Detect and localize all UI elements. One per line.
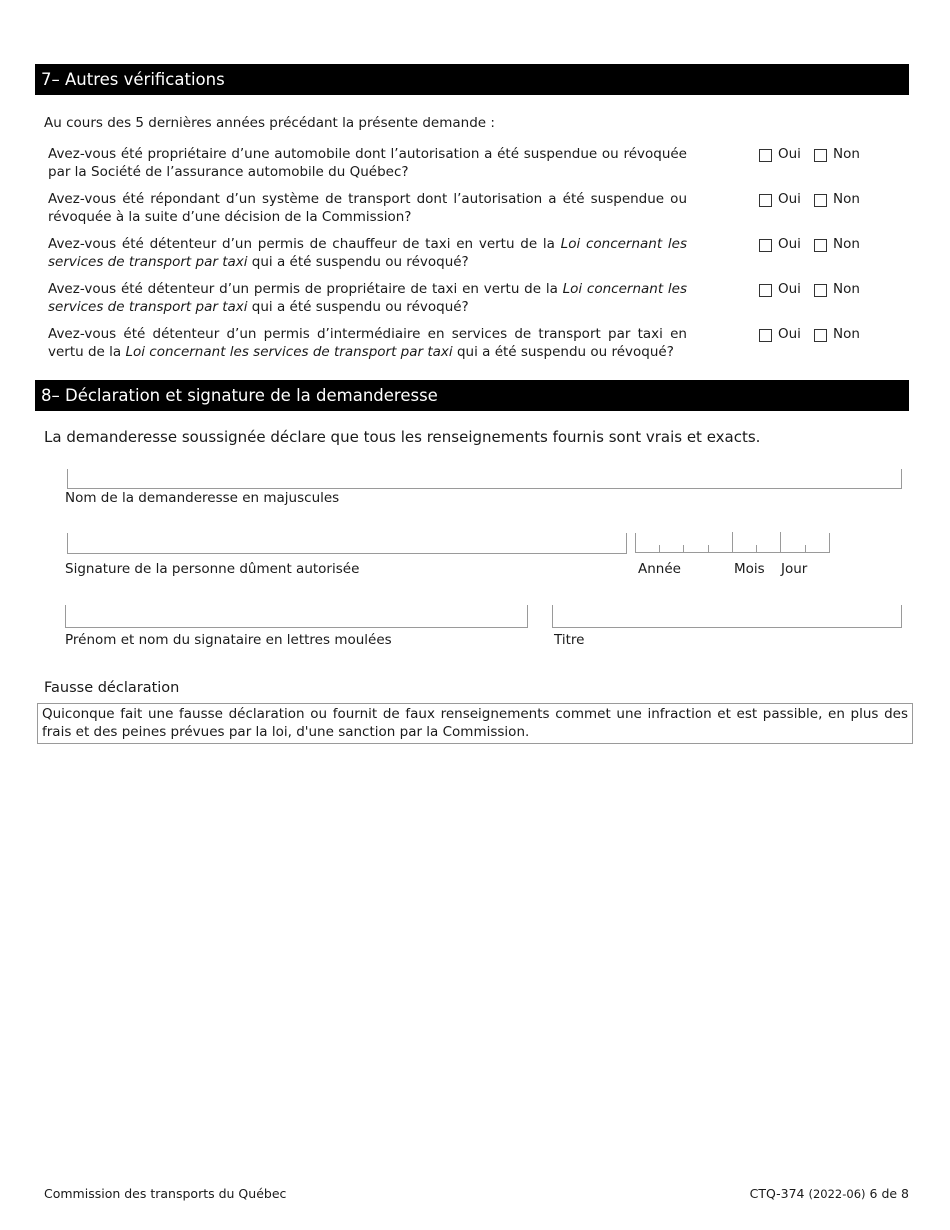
oui-checkbox[interactable]: Oui [759, 191, 801, 207]
oui-checkbox[interactable]: Oui [759, 281, 801, 297]
false-declaration-title: Fausse déclaration [44, 680, 180, 696]
signature-field[interactable] [67, 533, 627, 554]
year-label: Année [638, 561, 681, 577]
non-checkbox[interactable]: Non [814, 146, 860, 162]
day-label: Jour [781, 561, 808, 577]
non-checkbox[interactable]: Non [814, 281, 860, 297]
date-tick [683, 545, 684, 552]
question-text: Avez-vous été répondant d’un système de transport dont l’autorisation a été suspendue ou révoquée à la suite d’une décision de la Commission? [48, 191, 687, 225]
date-tick [756, 545, 757, 552]
applicant-name-field[interactable] [67, 469, 902, 489]
question-row [48, 326, 908, 366]
checkbox-box[interactable] [814, 329, 827, 342]
signatory-name-label: Prénom et nom du signataire en lettres moulées [65, 632, 392, 648]
non-checkbox[interactable]: Non [814, 326, 860, 342]
checkbox-box[interactable] [759, 329, 772, 342]
question-text: Avez-vous été détenteur d’un permis de propriétaire de taxi en vertu de la Loi concernant les services de transport par taxi qui a été suspendu ou révoqué? [48, 281, 687, 315]
checkbox-box[interactable] [759, 194, 772, 207]
signature-label: Signature de la personne dûment autorisée [65, 561, 360, 577]
checkbox-box[interactable] [759, 239, 772, 252]
page-number: 6 de 8 [869, 1186, 909, 1201]
question-row [48, 281, 908, 321]
form-version: (2022-06) [808, 1187, 866, 1201]
footer-organization: Commission des transports du Québec [44, 1186, 287, 1201]
date-tick [659, 545, 660, 552]
question-text: Avez-vous été détenteur d’un permis d’intermédiaire en services de transport par taxi en vertu de la Loi concernant les services de transport par taxi qui a été suspendu ou révoqué? [48, 326, 687, 360]
section-8-header: 8– Déclaration et signature de la demanderesse [35, 380, 909, 411]
date-tick [708, 545, 709, 552]
date-divider [780, 532, 781, 552]
non-checkbox[interactable]: Non [814, 236, 860, 252]
oui-checkbox[interactable]: Oui [759, 236, 801, 252]
footer-form-info [750, 1186, 909, 1201]
question-text: Avez-vous été propriétaire d’une automobile dont l’autorisation a été suspendue ou révoquée par la Société de l’assurance automobile du Québec? [48, 146, 687, 180]
section-7-intro: Au cours des 5 dernières années précédant la présente demande : [44, 115, 495, 131]
title-label: Titre [554, 632, 585, 648]
question-row [48, 146, 908, 186]
checkbox-box[interactable] [814, 239, 827, 252]
checkbox-box[interactable] [759, 149, 772, 162]
checkbox-box[interactable] [814, 149, 827, 162]
section-7-header: 7– Autres vérifications [35, 64, 909, 95]
non-checkbox[interactable]: Non [814, 191, 860, 207]
applicant-name-label: Nom de la demanderesse en majuscules [65, 490, 340, 506]
date-divider [732, 532, 733, 552]
month-label: Mois [734, 561, 765, 577]
title-field[interactable] [552, 605, 902, 628]
checkbox-box[interactable] [814, 284, 827, 297]
signatory-name-field[interactable] [65, 605, 528, 628]
form-code: CTQ-374 [749, 1186, 805, 1201]
date-tick [805, 545, 806, 552]
date-field[interactable] [635, 533, 830, 553]
checkbox-box[interactable] [759, 284, 772, 297]
question-row [48, 236, 908, 276]
oui-checkbox[interactable]: Oui [759, 146, 801, 162]
question-row [48, 191, 908, 231]
checkbox-box[interactable] [814, 194, 827, 207]
oui-checkbox[interactable]: Oui [759, 326, 801, 342]
false-declaration-notice: Quiconque fait une fausse déclaration ou fournit de faux renseignements commet une infraction et est passible, en plus des frais et des peines prévues par la loi, d'une sanction par la Commission. [37, 703, 913, 744]
question-text: Avez-vous été détenteur d’un permis de chauffeur de taxi en vertu de la Loi concernant les services de transport par taxi qui a été suspendu ou révoqué? [48, 236, 687, 270]
declaration-statement: La demanderesse soussignée déclare que tous les renseignements fournis sont vrais et exacts. [44, 428, 761, 446]
